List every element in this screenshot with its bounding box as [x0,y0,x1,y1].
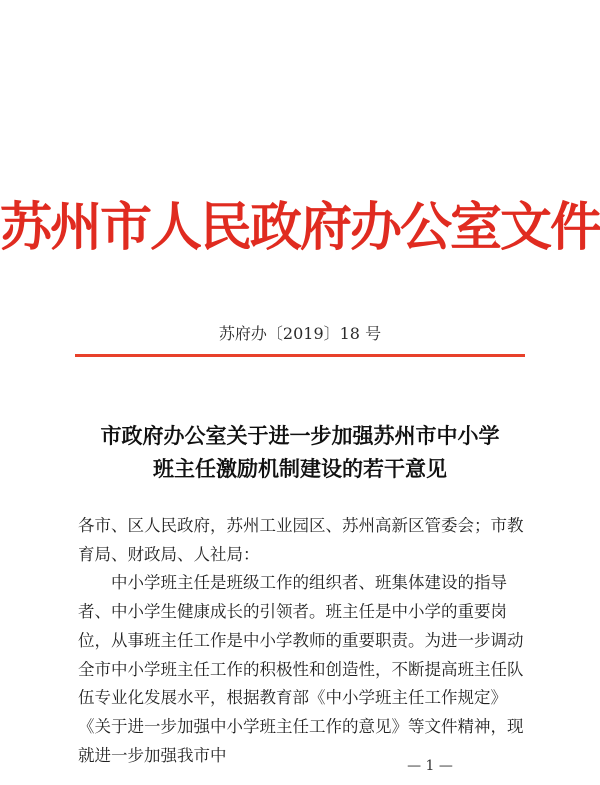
document-body [78,512,528,770]
page-number: — 1 — [407,758,453,774]
document-number: 苏府办〔2019〕18 号 [218,324,382,343]
addressee: 各市、区人民政府，苏州工业园区、苏州高新区管委会；市教育局、财政局、人社局： [78,516,524,564]
title-line-2: 班主任激励机制建设的若干意见 [153,457,447,481]
body-paragraph: 中小学班主任是班级工作的组织者、班集体建设的指导者、中小学生健康成长的引领者。班主任是中小学的重要岗位，从事班主任工作是中小学教师的重要职责。为进一步调动全市中小学班主任工作的积极性和创造性，不断提高班主任队伍专业化发展水平，根据教育部《中小学班主任工作规定》《关于进一步加强中小学班主任工作的意见》等文件精神，现就进一步加强我市中 [78,573,524,765]
document-title [0,420,600,486]
document-masthead: 苏州市人民政府办公室文件 [0,198,600,258]
title-line-1: 市政府办公室关于进一步加强苏州市中小学 [100,424,500,448]
red-divider-line [75,354,525,357]
